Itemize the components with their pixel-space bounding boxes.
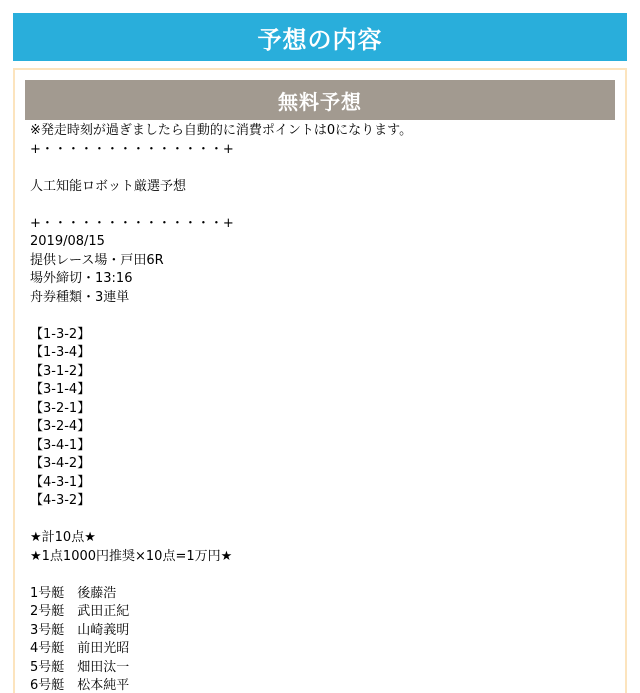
content-line: 【3-4-1】 <box>30 437 91 453</box>
content-line: 5号艇 畑田汰一 <box>30 659 130 675</box>
content-line <box>30 511 610 530</box>
content-line <box>30 196 610 215</box>
content-line: 1号艇 後藤浩 <box>30 585 117 601</box>
content-line: 提供レース場・戸田6R <box>30 252 164 268</box>
content-line: 4号艇 前田光昭 <box>30 641 130 656</box>
section-title: 無料予想 <box>25 80 615 120</box>
content-line: 2019/08/15 <box>30 234 105 249</box>
content-line: +・・・・・・・・・・・・・・+ <box>30 141 234 157</box>
content-line: 【3-2-4】 <box>30 419 91 434</box>
content-line: 【3-2-1】 <box>30 400 91 416</box>
content-line: ★1点1000円推奨×10点=1万円★ <box>30 548 233 564</box>
content-line: 【4-3-1】 <box>30 474 91 490</box>
content-line: ★計10点★ <box>30 530 96 545</box>
content-line: 6号艇 松本純平 <box>30 678 130 693</box>
content-line: 【1-3-2】 <box>30 326 91 342</box>
prediction-panel <box>13 68 627 693</box>
content-line: 【1-3-4】 <box>30 345 91 360</box>
content-line: 2号艇 武田正紀 <box>30 604 130 619</box>
content-line: ※発走時刻が過ぎましたら自動的に消費ポイントは0になります。 <box>30 123 413 138</box>
content-line: 3号艇 山崎義明 <box>30 622 130 638</box>
content-line: 【3-1-4】 <box>30 382 91 397</box>
content-line <box>30 307 610 326</box>
content-line: 人工知能ロボット厳選予想 <box>30 178 187 194</box>
content-line <box>30 159 610 178</box>
prediction-content <box>30 122 610 693</box>
content-line: 【3-4-2】 <box>30 456 91 471</box>
page-title: 予想の内容 <box>13 13 627 61</box>
content-line <box>30 566 610 585</box>
content-line: 場外締切・13:16 <box>30 271 133 286</box>
content-line: 舟券種類・3連単 <box>30 289 130 305</box>
content-line: 【4-3-2】 <box>30 493 91 508</box>
content-line: 【3-1-2】 <box>30 363 91 379</box>
content-line: +・・・・・・・・・・・・・・+ <box>30 215 234 231</box>
